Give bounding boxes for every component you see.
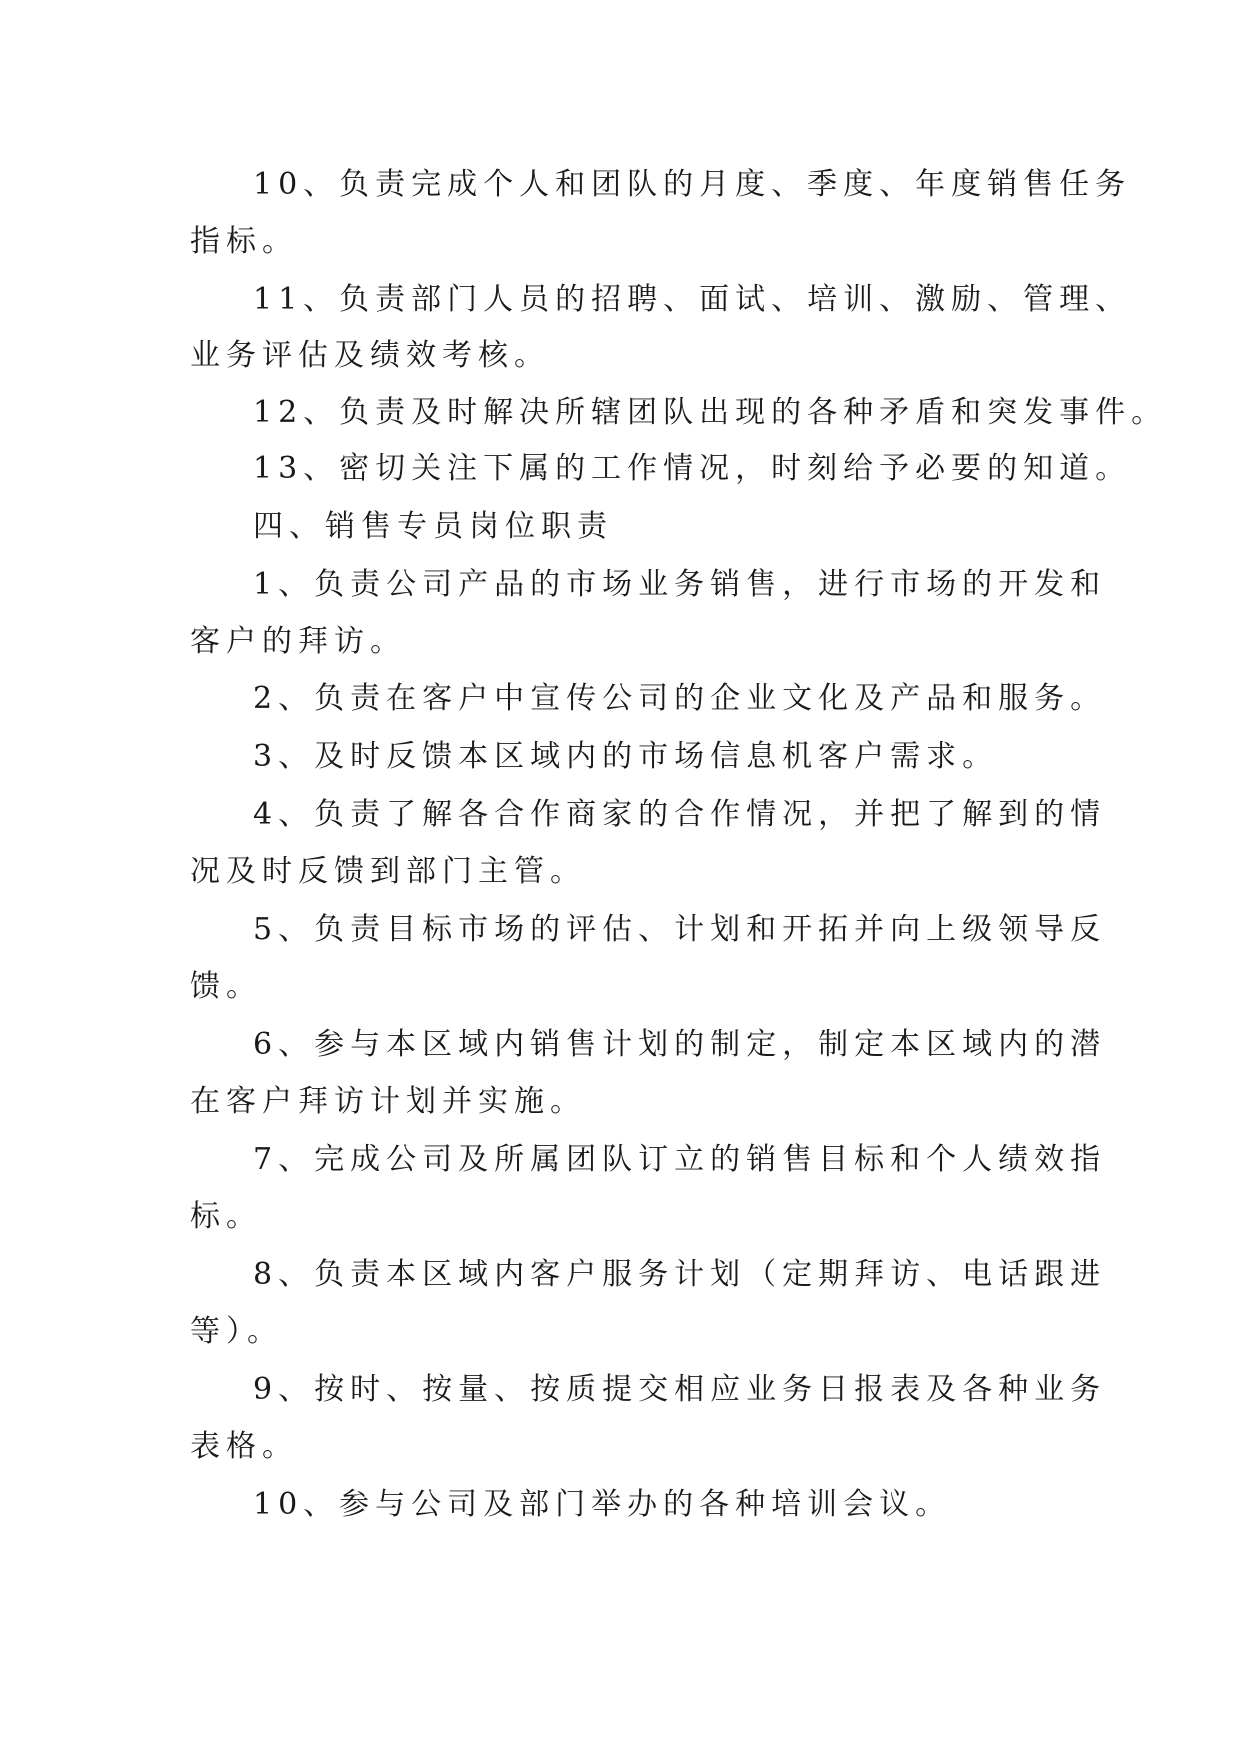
item-3: 3、及时反馈本区域内的市场信息机客户需求。 [253,739,999,774]
paragraph-13: 13、密切关注下属的工作情况，时刻给予必要的知道。 [253,451,1132,486]
item-7-line-1: 7、完成公司及所属团队订立的销售目标和个人绩效指 [253,1142,1107,1177]
item-4-line-1: 4、负责了解各合作商家的合作情况，并把了解到的情 [253,797,1107,832]
section-heading: 四、销售专员岗位职责 [253,509,613,544]
item-1-line-1: 1、负责公司产品的市场业务销售，进行市场的开发和 [253,567,1107,602]
item-4-line-2: 况及时反馈到部门主管。 [190,854,586,889]
item-10: 10、参与公司及部门举办的各种培训会议。 [253,1487,952,1522]
paragraph-10-line-1: 10、负责完成个人和团队的月度、季度、年度销售任务 [253,167,1132,202]
item-5-line-2: 馈。 [190,969,262,1004]
item-2: 2、负责在客户中宣传公司的企业文化及产品和服务。 [253,681,1107,716]
paragraph-12: 12、负责及时解决所辖团队出现的各种矛盾和突发事件。 [253,395,1168,430]
paragraph-10-line-2: 指标。 [190,224,298,259]
item-1-line-2: 客户的拜访。 [190,624,406,659]
item-9-line-2: 表格。 [190,1429,298,1464]
item-8-line-1: 8、负责本区域内客户服务计划（定期拜访、电话跟进 [253,1257,1107,1292]
item-6-line-1: 6、参与本区域内销售计划的制定，制定本区域内的潜 [253,1027,1107,1062]
paragraph-11-line-2: 业务评估及绩效考核。 [190,338,550,373]
item-5-line-1: 5、负责目标市场的评估、计划和开拓并向上级领导反 [253,912,1107,947]
item-7-line-2: 标。 [190,1199,262,1234]
item-8-line-2: 等）。 [190,1314,283,1349]
paragraph-11-line-1: 11、负责部门人员的招聘、面试、培训、激励、管理、 [253,282,1132,317]
item-9-line-1: 9、按时、按量、按质提交相应业务日报表及各种业务 [253,1372,1107,1407]
item-6-line-2: 在客户拜访计划并实施。 [190,1084,586,1119]
